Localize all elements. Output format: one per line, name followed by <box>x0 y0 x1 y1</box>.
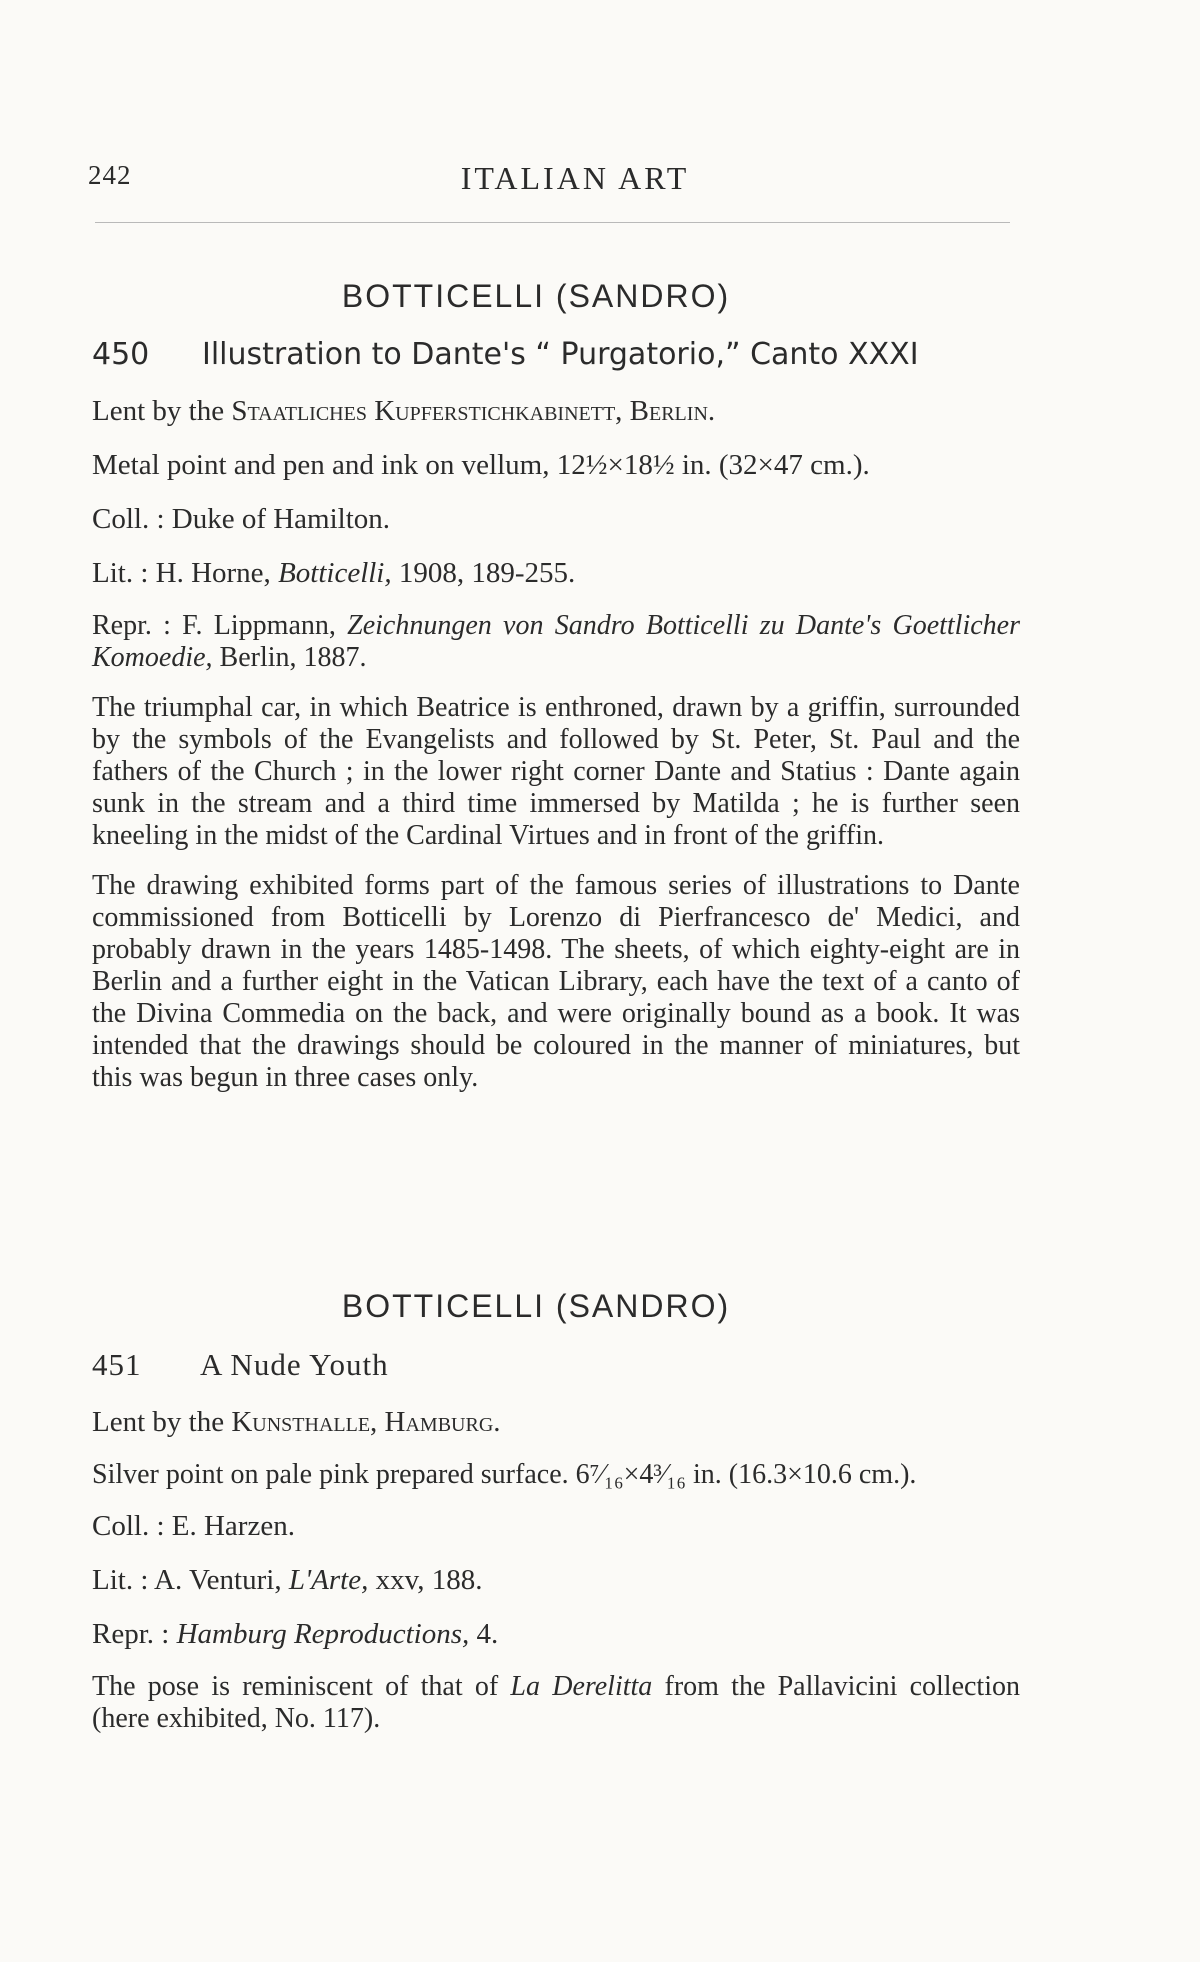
reproduction-prefix: Repr. : <box>92 1618 177 1650</box>
literature-line <box>92 1563 1020 1597</box>
description-prefix: The pose is reminiscent of that of <box>92 1671 511 1702</box>
lender-prefix: Lent by the <box>92 395 232 427</box>
literature-prefix: Lit. : A. Venturi, <box>92 1564 289 1596</box>
medium-line: Silver point on pale pink prepared surface. 6⁷⁄₁₆×4³⁄₁₆ in. (16.3×10.6 cm.). <box>92 1459 917 1490</box>
catalogue-entry <box>92 1288 1020 1753</box>
lender-institution: Staatliches Kupferstichkabinett, Berlin. <box>231 395 716 427</box>
literature-title: Botticelli, <box>278 557 392 589</box>
running-title: ITALIAN ART <box>460 160 690 196</box>
entry-number: 451 <box>92 1347 142 1382</box>
medium-line: Metal point and pen and ink on vellum, 12½×18½ in. (32×47 cm.). <box>92 449 870 481</box>
entry-title-text: Illustration to Dante's “ Purgatorio,” Canto XXXI <box>202 337 919 372</box>
collection-line: Coll. : Duke of Hamilton. <box>92 503 391 535</box>
lender-prefix: Lent by the <box>92 1406 232 1438</box>
page-number: 242 <box>88 160 132 190</box>
entry-title <box>92 337 1020 372</box>
entry-title <box>92 1347 1020 1383</box>
lender-institution: Kunsthalle, Hamburg. <box>231 1406 501 1438</box>
description-paragraph: The triumphal car, in which Beatrice is enthroned, drawn by a griffin, surrounded by the symbols of the Evangelists and followed by St. Peter, St. Paul and the fathers of the Church ; in the lower right corner Dante and Statius : Dante again sunk in the stream and a third time immersed by Matilda ; he is further seen kneeling in the midst of the Cardinal Virtues and in front of the griffin. <box>92 692 1020 851</box>
literature-title: L'Arte, <box>288 1564 369 1596</box>
collection-line: Coll. : E. Harzen. <box>92 1510 295 1542</box>
literature-suffix: xxv, 188. <box>368 1564 483 1596</box>
reproduction-line <box>92 610 1020 674</box>
literature-prefix: Lit. : H. Horne, <box>92 557 279 589</box>
description-paragraph: The drawing exhibited forms part of the famous series of illustrations to Dante commissioned from Botticelli by Lorenzo di Pierfrancesco de' Medici, and probably drawn in the years 1485-1498. The sheets, of which eighty-eight are in Berlin and a further eight in the Vatican Library, each have the text of a canto of the Divina Commedia on the back, and were originally bound as a book. It was intended that the drawings should be coloured in the manner of miniatures, but this was begun in three cases only. <box>92 870 1020 1093</box>
reproduction-suffix: Berlin, 1887. <box>212 642 367 673</box>
reproduction-title: Hamburg Reproductions, <box>176 1618 470 1650</box>
description-title: La Derelitta <box>510 1671 653 1702</box>
catalogue-entry <box>92 278 1020 1112</box>
reproduction-suffix: 4. <box>469 1618 499 1650</box>
reproduction-title: Zeichnungen von Sandro Botticelli zu Dante's Goettlicher Komoedie, <box>92 610 1020 673</box>
description-paragraph <box>92 1671 1020 1735</box>
description-suffix: from the Pallavicini collection (here exhibited, No. 117). <box>92 1671 1020 1734</box>
artist-heading: BOTTICELLI (SANDRO) <box>341 278 731 314</box>
literature-line <box>92 556 1020 590</box>
header-rule <box>95 222 1010 223</box>
lender-line <box>92 1405 1020 1439</box>
literature-suffix: 1908, 189-255. <box>391 557 576 589</box>
lender-line <box>92 394 1020 428</box>
entry-number: 450 <box>92 337 150 372</box>
entry-title-text: A Nude Youth <box>200 1347 389 1382</box>
reproduction-line <box>92 1617 1020 1651</box>
artist-heading: BOTTICELLI (SANDRO) <box>341 1288 731 1324</box>
reproduction-prefix: Repr. : F. Lippmann, <box>92 610 348 641</box>
